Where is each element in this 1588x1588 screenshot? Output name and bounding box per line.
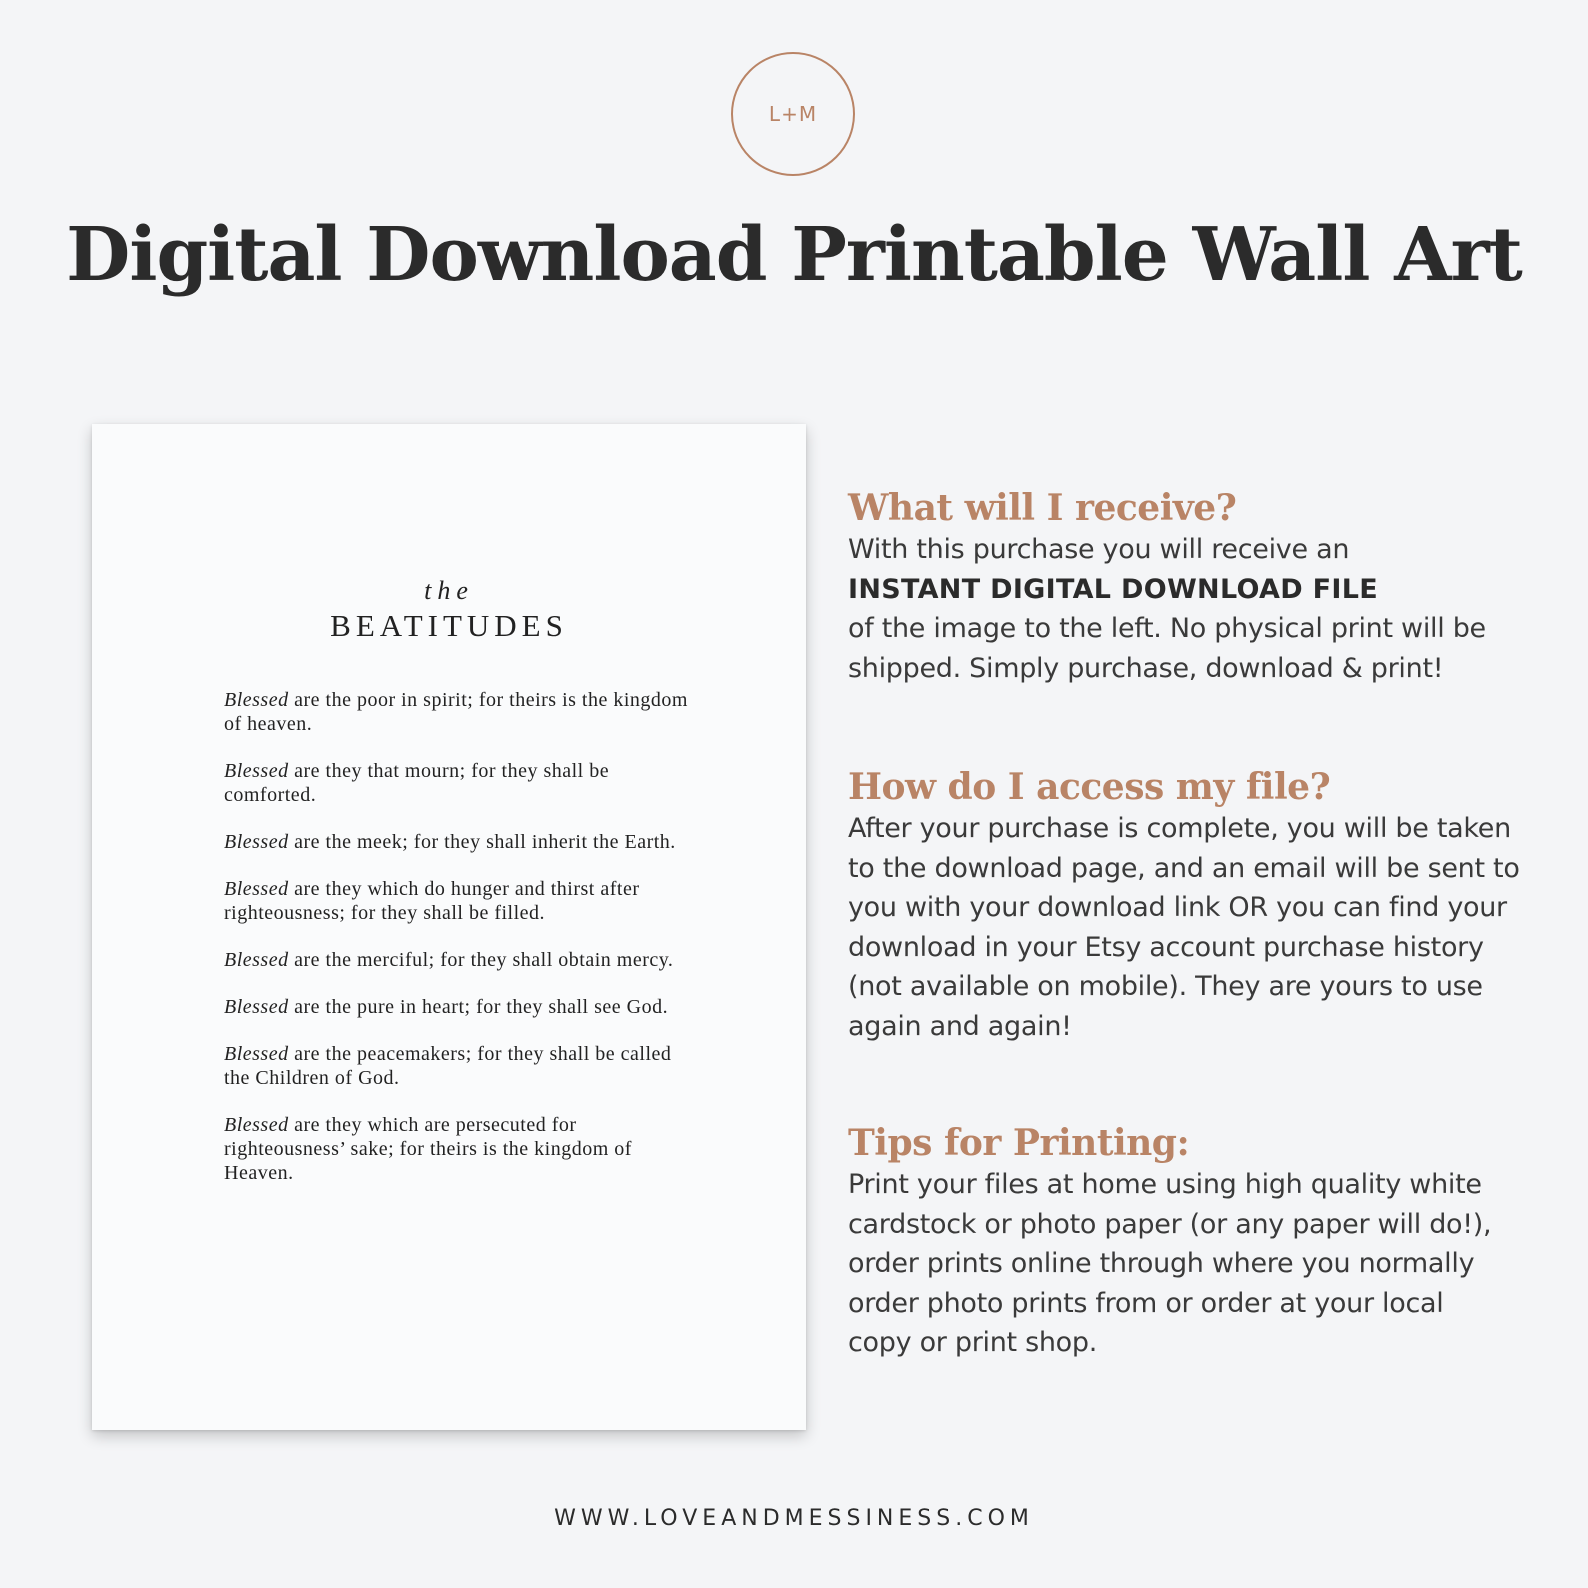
verse: Blessed are the poor in spirit; for theirs is the kingdom of heaven. xyxy=(224,689,688,735)
section-heading: How do I access my file? xyxy=(848,766,1331,808)
brand-logo xyxy=(731,52,855,176)
section-tips xyxy=(848,1121,1528,1363)
logo-text: L+M xyxy=(768,102,818,126)
verse: Blessed are the peacemakers; for they shall be called the Children of God. xyxy=(224,1043,672,1089)
section-text: After your purchase is complete, you will be taken to the download page, and an email will be sent to you with your download link OR you can find your download in your Etsy account purchase history (not available on mobile). They are yours to use again and again! xyxy=(848,813,1520,1042)
print-title-prefix: the xyxy=(424,576,474,605)
verse: Blessed are the meek; for they shall inherit the Earth. xyxy=(224,831,676,853)
verse: Blessed are they which are persecuted for righteousness’ sake; for theirs is the kingdom of Heaven. xyxy=(224,1114,632,1184)
section-text: Print your files at home using high quality white cardstock or photo paper (or any paper will do!), order prints online through where you normally order photo prints from or order at your local copy or print shop. xyxy=(848,1169,1492,1358)
section-text: of the image to the left. No physical print will be shipped. Simply purchase, download & print! xyxy=(848,613,1486,684)
print-title: BEATITUDES xyxy=(330,608,568,643)
highlight-text: INSTANT DIGITAL DOWNLOAD FILE xyxy=(848,573,1378,605)
section-access xyxy=(848,765,1528,1046)
verse: Blessed are the merciful; for they shall obtain mercy. xyxy=(224,949,674,971)
page-title: Digital Download Printable Wall Art xyxy=(66,212,1522,298)
section-text: With this purchase you will receive an xyxy=(848,534,1350,565)
print-preview xyxy=(92,424,806,1430)
section-heading: What will I receive? xyxy=(848,487,1237,529)
website-url: WWW.LOVEANDMESSINESS.COM xyxy=(554,1506,1034,1531)
section-receive xyxy=(848,486,1528,688)
verse: Blessed are they that mourn; for they shall be comforted. xyxy=(224,760,610,806)
verse-list xyxy=(224,688,694,1208)
verse: Blessed are they which do hunger and thirst after righteousness; for they shall be filled. xyxy=(224,878,640,924)
verse: Blessed are the pure in heart; for they shall see God. xyxy=(224,996,669,1018)
section-heading: Tips for Printing: xyxy=(848,1122,1190,1164)
